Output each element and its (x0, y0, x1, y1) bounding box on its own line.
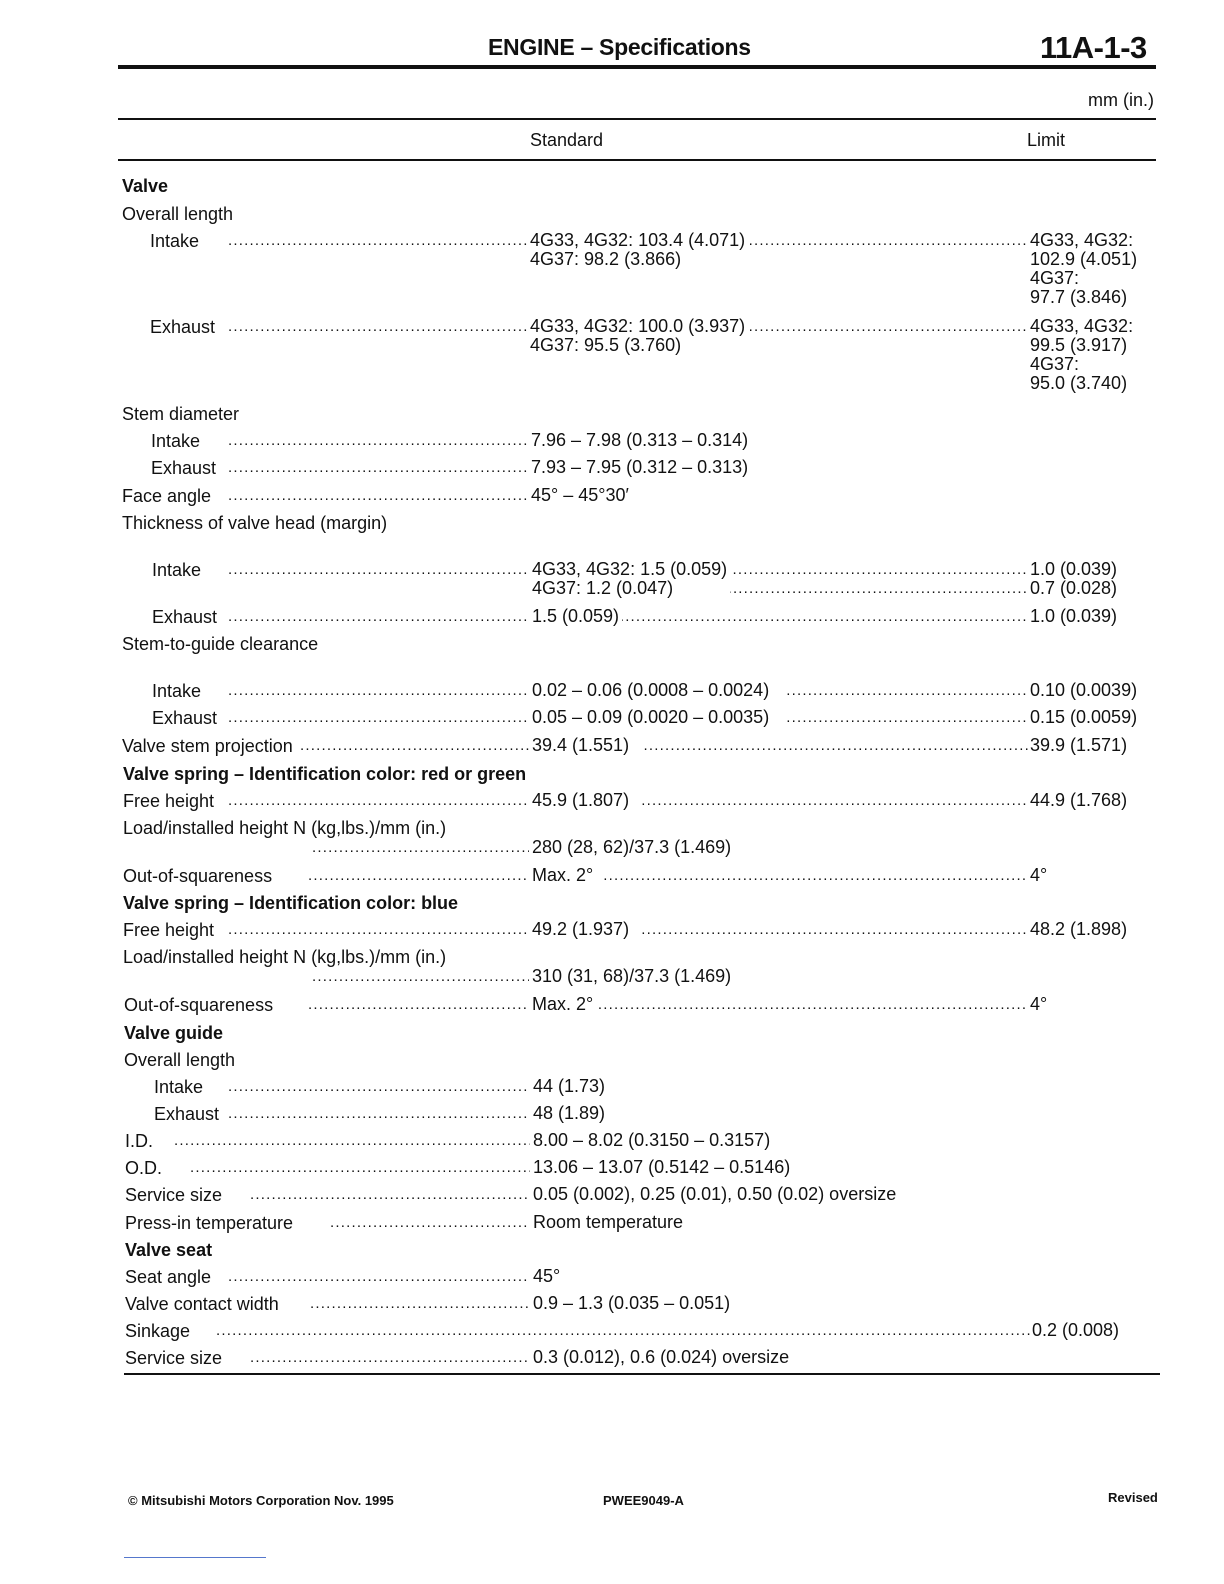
table-top-rule (118, 118, 1156, 120)
column-header-limit: Limit (1027, 130, 1066, 150)
leader-dots (216, 1320, 1032, 1342)
row-label: Intake (152, 680, 205, 702)
footer-copyright: © Mitsubishi Motors Corporation Nov. 1995 (128, 1493, 394, 1508)
limit-value: 4° (1030, 865, 1048, 885)
standard-value: 4G33, 4G32: 100.0 (3.937) 4G37: 95.5 (3.760) (527, 317, 748, 355)
row-label: Stem diameter (122, 403, 243, 425)
table-row (0, 1266, 1224, 1288)
leader-dots (310, 1293, 530, 1315)
standard-value: 8.00 – 8.02 (0.3150 – 0.3157) (530, 1131, 773, 1150)
unit-label: mm (in.) (1088, 90, 1154, 110)
table-row (0, 175, 1224, 197)
leader-dots (250, 1347, 530, 1369)
table-row (0, 735, 1224, 757)
leader-dots (228, 606, 1030, 628)
row-label: I.D. (125, 1130, 173, 1152)
table-row (0, 485, 1224, 507)
section-heading: Valve spring – Identification color: blue (123, 892, 462, 914)
row-label: O.D. (125, 1157, 182, 1179)
limit-value: 4G33, 4G32: 102.9 (4.051) 4G37: 97.7 (3.846) (1030, 230, 1138, 307)
footer-status: Revised (1108, 1490, 1158, 1505)
leader-dots (228, 430, 528, 452)
row-label: Seat angle (125, 1266, 223, 1288)
standard-value: 45° (530, 1267, 563, 1286)
table-row (0, 1103, 1224, 1125)
row-label: Service size (125, 1184, 242, 1206)
row-label: Out-of-squareness (123, 865, 292, 887)
section-heading: Valve (122, 175, 172, 197)
standard-value: 39.4 (1.551) (529, 736, 641, 755)
limit-value: 39.9 (1.571) (1030, 735, 1128, 755)
table-row (0, 430, 1224, 452)
standard-value: 0.9 – 1.3 (0.035 – 0.051) (530, 1294, 733, 1313)
row-label: Exhaust (150, 316, 219, 338)
table-row (0, 1076, 1224, 1098)
footer-code: PWEE9049-A (603, 1493, 684, 1508)
limit-value: 4° (1030, 994, 1048, 1014)
row-label: Thickness of valve head (margin) (122, 513, 391, 533)
limit-value: 1.0 (0.039) (1030, 606, 1118, 626)
standard-value: 45.9 (1.807) (529, 791, 641, 810)
standard-value: 0.02 – 0.06 (0.0008 – 0.0024) (529, 681, 787, 700)
table-row (0, 994, 1224, 1016)
limit-value: 0.15 (0.0059) (1030, 707, 1138, 727)
table-row (0, 707, 1224, 729)
footer-mark (124, 1557, 266, 1558)
row-label: Service size (125, 1347, 242, 1369)
leader-dots (312, 966, 530, 988)
limit-value: 44.9 (1.768) (1030, 790, 1128, 810)
standard-value: 49.2 (1.937) (529, 920, 641, 939)
table-row (0, 818, 1224, 857)
table-row (0, 1022, 1224, 1044)
row-label: Free height (123, 919, 218, 941)
leader-dots (330, 1212, 530, 1234)
table-row (0, 1157, 1224, 1179)
standard-value: 310 (31, 68)/37.3 (1.469) (529, 967, 734, 986)
row-label: Valve stem projection (122, 735, 297, 757)
table-row (0, 634, 1224, 656)
row-label: Overall length (124, 1049, 239, 1071)
table-row (0, 606, 1224, 628)
row-label: Exhaust (152, 606, 221, 628)
standard-value: 44 (1.73) (530, 1077, 608, 1096)
table-row (0, 457, 1224, 479)
standard-value: 0.3 (0.012), 0.6 (0.024) oversize (530, 1348, 792, 1367)
standard-value: 45° – 45°30′ (528, 486, 632, 505)
leader-dots (228, 1103, 530, 1125)
standard-value: 0.05 (0.002), 0.25 (0.01), 0.50 (0.02) oversize (530, 1185, 899, 1204)
leader-dots (174, 1130, 530, 1152)
section-heading: Valve seat (125, 1239, 216, 1261)
leader-dots (308, 994, 1030, 1016)
standard-value: 4G33, 4G32: 1.5 (0.059) 4G37: 1.2 (0.047) (529, 560, 730, 598)
table-bottom-rule (124, 1373, 1160, 1375)
page-number: 11A-1-3 (1040, 30, 1147, 65)
leader-dots (250, 1184, 530, 1206)
table-row (0, 1347, 1224, 1369)
table-row (0, 790, 1224, 812)
table-row (0, 680, 1224, 702)
table-row (0, 892, 1224, 914)
row-label: Load/installed height N (kg,lbs.)/mm (in.) (123, 947, 450, 967)
table-row (0, 1049, 1224, 1071)
leader-dots (228, 1076, 530, 1098)
limit-value: 4G33, 4G32: 99.5 (3.917) 4G37: 95.0 (3.740) (1030, 316, 1134, 393)
row-label: Face angle (122, 485, 215, 507)
standard-value: 13.06 – 13.07 (0.5142 – 0.5146) (530, 1158, 793, 1177)
row-label: Out-of-squareness (124, 994, 293, 1016)
limit-value: 0.10 (0.0039) (1030, 680, 1138, 700)
table-row (0, 947, 1224, 986)
limit-value: 0.2 (0.008) (1032, 1320, 1120, 1340)
table-row (0, 1239, 1224, 1261)
row-label: Stem-to-guide clearance (122, 634, 322, 654)
column-header-standard: Standard (530, 130, 604, 150)
standard-value: 280 (28, 62)/37.3 (1.469) (529, 838, 734, 857)
standard-value: Max. 2° (529, 995, 597, 1014)
table-row (0, 1320, 1224, 1342)
leader-dots (300, 735, 1030, 757)
leader-dots (228, 1266, 530, 1288)
row-label: Overall length (122, 203, 237, 225)
standard-value: 7.96 – 7.98 (0.313 – 0.314) (528, 431, 751, 450)
table-row (0, 865, 1224, 887)
standard-value: 1.5 (0.059) (529, 607, 622, 626)
table-row (0, 203, 1224, 225)
table-row (0, 230, 1224, 307)
table-row (0, 559, 1224, 598)
table-row (0, 1184, 1224, 1206)
leader-dots (228, 457, 528, 479)
table-row (0, 763, 1224, 785)
row-label: Valve contact width (125, 1293, 291, 1315)
limit-value: 48.2 (1.898) (1030, 919, 1128, 939)
standard-value: Max. 2° (529, 866, 601, 885)
row-label: Load/installed height N (kg,lbs.)/mm (in.) (123, 818, 450, 838)
column-header-rule (118, 159, 1156, 161)
table-row (0, 1130, 1224, 1152)
table-row (0, 919, 1224, 941)
table-row (0, 316, 1224, 393)
row-label: Free height (123, 790, 218, 812)
row-label: Intake (152, 559, 205, 581)
section-heading: Valve guide (124, 1022, 227, 1044)
row-label: Press-in temperature (125, 1212, 313, 1234)
section-heading: Valve spring – Identification color: red or green (123, 763, 530, 785)
standard-value: 7.93 – 7.95 (0.312 – 0.313) (528, 458, 751, 477)
table-row (0, 403, 1224, 425)
row-label: Sinkage (125, 1320, 204, 1342)
leader-dots (308, 865, 1030, 887)
row-label: Intake (150, 230, 203, 252)
row-label: Intake (154, 1076, 223, 1098)
table-row (0, 513, 1224, 535)
leader-dots (312, 837, 530, 859)
standard-value: Room temperature (530, 1213, 686, 1232)
standard-value: 48 (1.89) (530, 1104, 608, 1123)
standard-value: 0.05 – 0.09 (0.0020 – 0.0035) (529, 708, 787, 727)
page-title: ENGINE – Specifications (488, 34, 751, 60)
table-row (0, 1212, 1224, 1234)
limit-value: 1.0 (0.039) 0.7 (0.028) (1030, 559, 1118, 598)
row-label: Exhaust (151, 457, 220, 479)
header-rule (118, 65, 1156, 69)
table-row (0, 1293, 1224, 1315)
row-label: Exhaust (152, 707, 221, 729)
row-label: Exhaust (154, 1103, 223, 1125)
row-label: Intake (151, 430, 204, 452)
leader-dots (228, 485, 528, 507)
leader-dots (690, 578, 1030, 600)
standard-value: 4G33, 4G32: 103.4 (4.071) 4G37: 98.2 (3.866) (527, 231, 748, 269)
leader-dots (190, 1157, 530, 1179)
